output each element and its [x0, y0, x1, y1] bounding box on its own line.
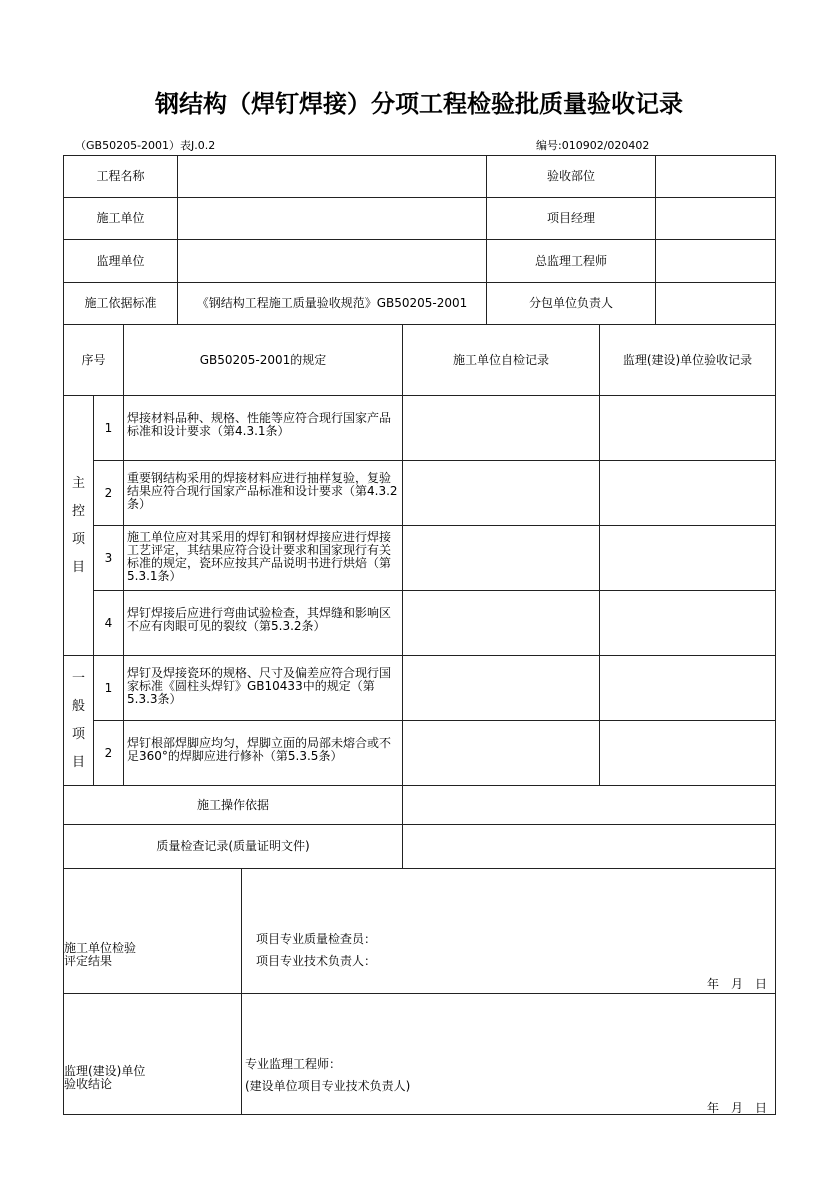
self-check-cell[interactable] — [402, 525, 600, 591]
owner-label: (建设单位项目专业技术负责人) — [245, 1079, 411, 1093]
label-line: 评定结果 — [64, 954, 113, 968]
group-char: 一 — [71, 670, 85, 686]
quality-record-field[interactable] — [402, 824, 776, 869]
supervise-check-cell[interactable] — [599, 460, 776, 526]
date-label: 年 月 日 — [707, 977, 768, 991]
label-basis: 施工操作依据 — [63, 785, 403, 825]
standard-value: 《钢结构工程施工质量验收规范》GB50205-2001 — [177, 282, 487, 325]
supervise-check-cell[interactable] — [599, 525, 776, 591]
page-title: 钢结构（焊钉焊接）分项工程检验批质量验收记录 — [155, 89, 683, 118]
item-rule: 焊钉及焊接瓷环的规格、尺寸及偏差应符合现行国家标准《圆柱头焊钉》GB10433中的规定（第5.3.3条） — [123, 655, 403, 721]
self-check-cell[interactable] — [402, 720, 600, 786]
label-quality-record: 质量检查记录(质量证明文件) — [63, 824, 403, 869]
serial-number: 编号:010902/020402 — [536, 139, 650, 152]
chief-engineer-field[interactable] — [655, 239, 776, 283]
item-no: 1 — [93, 655, 124, 721]
pm-field[interactable] — [655, 197, 776, 240]
general-group-label — [63, 655, 94, 786]
group-char: 般 — [71, 698, 85, 714]
self-check-cell[interactable] — [402, 395, 600, 461]
header-seq: 序号 — [63, 324, 124, 396]
group-char: 控 — [71, 503, 85, 519]
label-supervisor: 监理单位 — [63, 239, 178, 283]
item-rule: 焊接材料品种、规格、性能等应符合现行国家产品标准和设计要求（第4.3.1条） — [123, 395, 403, 461]
item-no: 2 — [93, 720, 124, 786]
item-no: 2 — [93, 460, 124, 526]
date-label: 年 月 日 — [707, 1101, 768, 1115]
item-rule: 重要钢结构采用的焊接材料应进行抽样复验，复验结果应符合现行国家产品标准和设计要求（第4.3.2条） — [123, 460, 403, 526]
form-code: （GB50205-2001）表J.0.2 — [75, 139, 216, 152]
label-line: 监理(建设)单位 — [64, 1064, 146, 1078]
label-chief-engineer: 总监理工程师 — [486, 239, 656, 283]
group-char: 项 — [71, 726, 85, 742]
builder-field[interactable] — [177, 197, 487, 240]
basis-field[interactable] — [402, 785, 776, 825]
header-rule: GB50205-2001的规定 — [123, 324, 403, 396]
header-supervise-check: 监理(建设)单位验收记录 — [599, 324, 776, 396]
tech-lead-label: 项目专业技术负责人： — [256, 954, 377, 968]
group-char: 目 — [71, 754, 85, 770]
item-rule: 施工单位应对其采用的焊钉和钢材焊接应进行焊接工艺评定，其结果应符合设计要求和国家现行有关标准的规定，瓷环应按其产品说明书进行烘焙（第5.3.1条） — [123, 525, 403, 591]
group-char: 项 — [71, 531, 85, 547]
accept-part-field[interactable] — [655, 155, 776, 198]
label-standard: 施工依据标准 — [63, 282, 178, 325]
label-accept-part: 验收部位 — [486, 155, 656, 198]
item-rule: 焊钉根部焊脚应均匀，焊脚立面的局部未熔合或不足360°的焊脚应进行修补（第5.3.5条） — [123, 720, 403, 786]
supervise-check-cell[interactable] — [599, 395, 776, 461]
label-line: 验收结论 — [64, 1077, 113, 1091]
supervise-check-cell[interactable] — [599, 590, 776, 656]
self-check-cell[interactable] — [402, 590, 600, 656]
supervisor-field[interactable] — [177, 239, 487, 283]
engineer-label: 专业监理工程师： — [245, 1057, 342, 1071]
label-builder: 施工单位 — [63, 197, 178, 240]
inspector-label: 项目专业质量检查员： — [256, 932, 377, 946]
main-control-group-label — [63, 395, 94, 656]
project-name-field[interactable] — [177, 155, 487, 198]
group-char: 主 — [71, 475, 85, 491]
group-char: 目 — [71, 559, 85, 575]
sub-lead-field[interactable] — [655, 282, 776, 325]
label-supervise-conclusion — [63, 993, 242, 1115]
item-no: 4 — [93, 590, 124, 656]
header-self-check: 施工单位自检记录 — [402, 324, 600, 396]
item-rule: 焊钉焊接后应进行弯曲试验检查，其焊缝和影响区不应有肉眼可见的裂纹（第5.3.2条） — [123, 590, 403, 656]
label-builder-eval — [63, 868, 242, 994]
supervise-check-cell[interactable] — [599, 655, 776, 721]
self-check-cell[interactable] — [402, 655, 600, 721]
supervise-check-cell[interactable] — [599, 720, 776, 786]
item-no: 1 — [93, 395, 124, 461]
self-check-cell[interactable] — [402, 460, 600, 526]
label-line: 施工单位检验 — [64, 941, 137, 955]
item-no: 3 — [93, 525, 124, 591]
supervise-conclusion-field[interactable] — [241, 993, 776, 1115]
label-project-name: 工程名称 — [63, 155, 178, 198]
label-sub-lead: 分包单位负责人 — [486, 282, 656, 325]
label-pm: 项目经理 — [486, 197, 656, 240]
